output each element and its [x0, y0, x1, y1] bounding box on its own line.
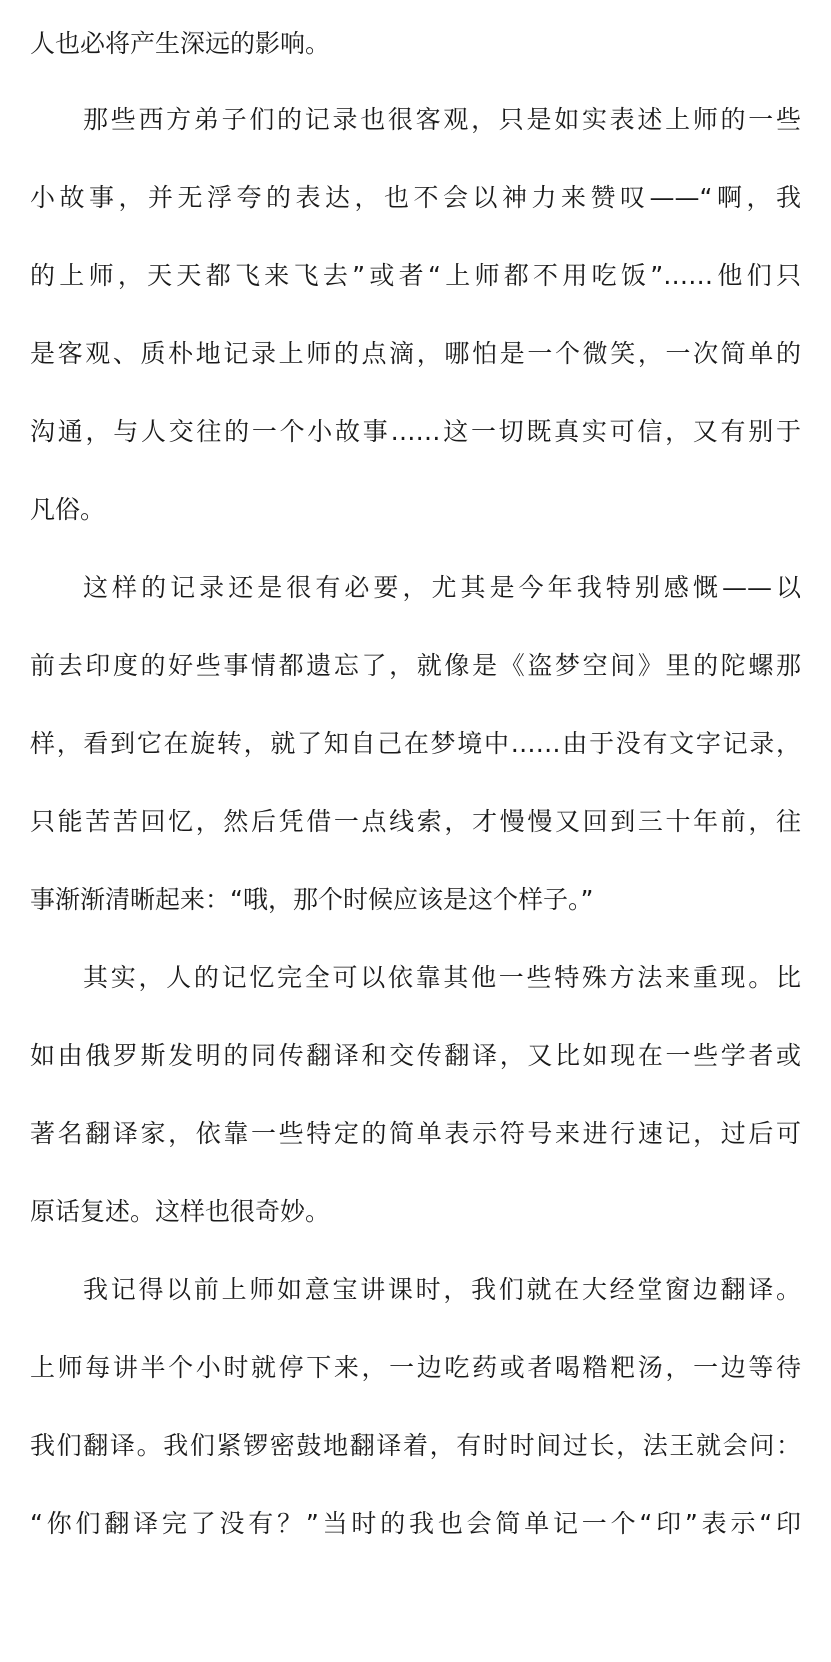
text-line: 我们翻译。我们紧锣密鼓地翻译着，有时时间过长，法王就会问：: [30, 1431, 801, 1460]
paragraph-first-line: 其实，人的记忆完全可以依靠其他一些特殊方法来重现。比: [83, 963, 801, 992]
text-line: 是客观、质朴地记录上师的点滴，哪怕是一个微笑，一次简单的: [30, 339, 801, 368]
text-line: 的上师，天天都飞来飞去”或者“上师都不用吃饭”……他们只: [30, 261, 801, 290]
text-line: 样，看到它在旋转，就了知自己在梦境中……由于没有文字记录，: [30, 729, 801, 758]
text-line: 上师每讲半个小时就停下来，一边吃药或者喝糌粑汤，一边等待: [30, 1353, 801, 1382]
paragraph-first-line: 我记得以前上师如意宝讲课时，我们就在大经堂窗边翻译。: [83, 1275, 801, 1304]
text-line: 小故事，并无浮夸的表达，也不会以神力来赞叹——“啊，我: [30, 183, 801, 212]
text-line: 凡俗。: [30, 495, 106, 524]
text-line: 只能苦苦回忆，然后凭借一点线索，才慢慢又回到三十年前，往: [30, 807, 801, 836]
paragraph-first-line: 这样的记录还是很有必要，尤其是今年我特别感慨——以: [83, 573, 801, 602]
text-line: 前去印度的好些事情都遗忘了，就像是《盗梦空间》里的陀螺那: [30, 651, 801, 680]
text-line: 著名翻译家，依靠一些特定的简单表示符号来进行速记，过后可: [30, 1119, 801, 1148]
text-line: 事渐渐清晰起来：“哦，那个时候应该是这个样子。”: [30, 885, 594, 914]
text-line: 沟通，与人交往的一个小故事……这一切既真实可信，又有别于: [30, 417, 801, 446]
text-line: 原话复述。这样也很奇妙。: [30, 1197, 331, 1226]
text-line: 人也必将产生深远的影响。: [30, 29, 331, 58]
paragraph-first-line: 那些西方弟子们的记录也很客观，只是如实表述上师的一些: [83, 105, 801, 134]
text-line: 如由俄罗斯发明的同传翻译和交传翻译，又比如现在一些学者或: [30, 1041, 801, 1070]
text-line: “你们翻译完了没有？”当时的我也会简单记一个“印”表示“印: [30, 1509, 801, 1538]
